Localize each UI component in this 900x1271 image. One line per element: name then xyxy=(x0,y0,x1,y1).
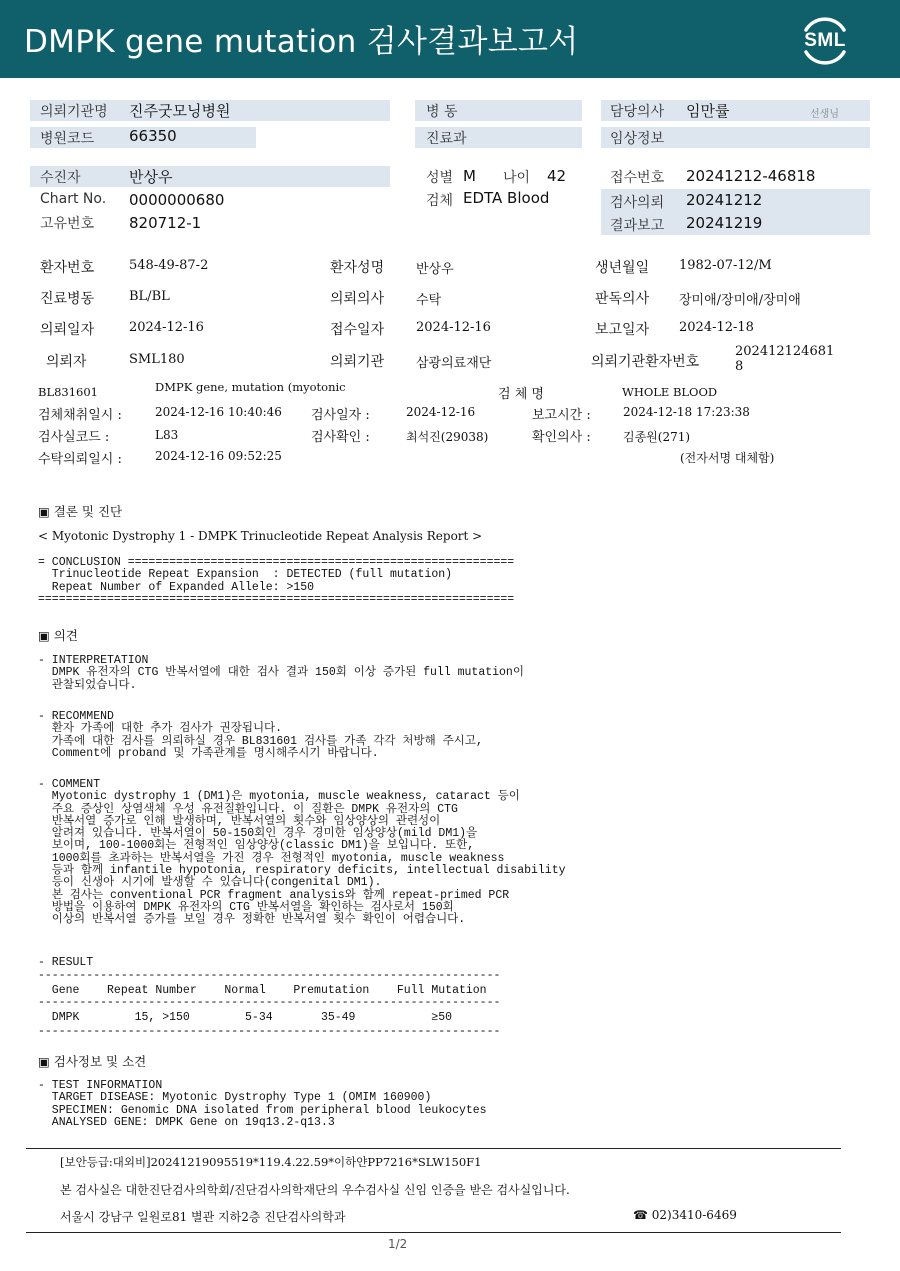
result-header-row: Gene Repeat Number Normal Premutation Full Mutation xyxy=(38,984,487,997)
inst-label: 의뢰기관명 xyxy=(40,104,108,120)
section-conclusion-title: ▣ 결론 및 진단 xyxy=(38,504,123,519)
grid-r4-v2: 삼광의료재단 xyxy=(416,356,492,371)
grid-r2-l1: 진료병동 xyxy=(40,291,95,307)
dept-label: 진료과 xyxy=(426,131,467,147)
collect-label: 검체채취일시 : xyxy=(38,408,122,423)
grid-r4-v3b: 8 xyxy=(735,359,744,374)
specimen-label: 검체 xyxy=(426,193,454,209)
request-label: 검사의뢰 xyxy=(610,195,665,211)
consign-label: 수탁의뢰일시 : xyxy=(38,452,122,467)
exam-date-label: 검사일자 : xyxy=(311,408,370,423)
grid-r2-v2: 수탁 xyxy=(416,293,442,308)
code-value: 66350 xyxy=(129,127,177,145)
report-subtitle: < Myotonic Dystrophy 1 - DMPK Trinucleotide Repeat Analysis Report > xyxy=(38,529,483,543)
chart-value: 0000000680 xyxy=(129,191,225,209)
comment-block: - COMMENT Myotonic dystrophy 1 (DM1)은 myotonia, muscle weakness, cataract 등이 주요 증상인 상염색체 우성 유전질환입니다. 이 질환은 DMPK 유전자의 CTG 반복서열 증가로 인해 발생하며, 반복서열의 횟수와 임상양상의 관련성이 알려져 있습니다. 반복서열이 50-150회인 경우 경미한 임상양상(mild DM1)을 보이며, 100-1000회는 전형적인 임상양상(classic DM1)을 보입니다. 또한, 1000회를 초과하는 반복서열을 가진 경우 전형적인 myotonia, muscle weakness 등과 함께 infantile hypotonia, respiratory deficits, intellectual disability 등이 신생아 시기에 발생할 수 있습니다(congenital DM1). 본 검사는 conventional PCR fragment analysis와 함께 repeat-primed PCR 방법을 이용하여 DMPK 유전자의 CTG 반복서열을 확인하는 검사로서 150회 이상의 반복서열 증가를 보일 경우 정확한 반복서열 횟수 확인이 어렵습니다. xyxy=(38,778,566,927)
grid-r3-l1: 의뢰일자 xyxy=(40,322,95,338)
esign-note: (전자서명 대체함) xyxy=(680,451,775,465)
grid-r2-v1: BL/BL xyxy=(129,289,170,304)
interpretation-block: - INTERPRETATION DMPK 유전자의 CTG 반복서열에 대한 검사 결과 150회 이상 증가된 full mutation이 관찰되었습니다. xyxy=(38,654,524,692)
doctor-suffix: 선생님 xyxy=(810,109,839,120)
check-doctor-value: 김종원(271) xyxy=(623,430,691,444)
recommend-block: - RECOMMEND 환자 가족에 대한 추가 검사가 권장됩니다. 가족에 대한 검사를 의뢰하실 경우 BL831601 검사를 가족 각각 처방해 주시고, Comment에 proband 및 가족관계를 명시해주시기 바랍니다. xyxy=(38,710,483,760)
confirm-value: 최석진(29038) xyxy=(406,430,489,444)
report-title: DMPK gene mutation 검사결과보고서 xyxy=(24,24,579,60)
receipt-label: 접수번호 xyxy=(610,170,665,186)
test-name: DMPK gene, mutation (myotonic xyxy=(155,380,346,394)
age-value: 42 xyxy=(547,167,567,185)
page-number: 1/2 xyxy=(388,1237,408,1251)
inst-value: 진주굿모닝병원 xyxy=(129,102,231,120)
exam-date-value: 2024-12-16 xyxy=(406,405,476,419)
grid-r3-l3: 보고일자 xyxy=(595,322,650,338)
grid-r4-l1: 의뢰자 xyxy=(46,354,87,370)
request-value: 20241212 xyxy=(686,191,763,209)
result-rule-mid: ------------------------------------------------------------------- xyxy=(38,996,501,1009)
section-testinfo-title: ▣ 검사정보 및 소견 xyxy=(38,1054,147,1069)
clinical-label: 임상정보 xyxy=(610,131,665,147)
ward-label: 병 동 xyxy=(426,104,458,120)
grid-r4-v3a: 202412124681 xyxy=(735,344,835,359)
code-label: 병원코드 xyxy=(40,131,95,147)
grid-r1-l1: 환자번호 xyxy=(40,260,95,276)
result-rule-bottom: ------------------------------------------------------------------- xyxy=(38,1025,501,1038)
grid-r1-l2: 환자성명 xyxy=(330,260,385,276)
certification-line: 본 검사실은 대한진단검사의학회/진단검사의학재단의 우수검사실 신임 인증을 받은 검사실입니다. xyxy=(60,1183,570,1197)
room-label: 검사실코드 : xyxy=(38,430,110,445)
patient-name-value: 반상우 xyxy=(129,168,173,186)
security-line: [보안등급:대외비]20241219095519*119.4.22.59*이하얀PP7216*SLW150F1 xyxy=(60,1155,482,1169)
specimen-value: EDTA Blood xyxy=(463,189,550,207)
phone-line: ☎ 02)3410-6469 xyxy=(633,1208,737,1222)
grid-r2-l3: 판독의사 xyxy=(595,291,650,307)
grid-r2-v3: 장미애/장미애/장미애 xyxy=(679,293,801,308)
report-time-value: 2024-12-18 17:23:38 xyxy=(623,405,750,419)
grid-r1-v2: 반상우 xyxy=(416,262,454,277)
report-date-value: 20241219 xyxy=(686,214,763,232)
footer-top-rule xyxy=(26,1148,841,1149)
test-code: BL831601 xyxy=(38,385,98,399)
section-opinion-title: ▣ 의견 xyxy=(38,628,78,643)
grid-r1-l3: 생년월일 xyxy=(595,260,650,276)
test-specimen-value: WHOLE BLOOD xyxy=(622,385,718,399)
chart-label: Chart No. xyxy=(40,191,107,207)
doctor-label: 담당의사 xyxy=(610,104,665,120)
grid-r4-l3: 의뢰기관환자번호 xyxy=(591,354,700,370)
room-value: L83 xyxy=(155,428,179,442)
grid-r2-l2: 의뢰의사 xyxy=(330,291,385,307)
address-line: 서울시 강남구 일원로81 별관 지하2층 진단검사의학과 xyxy=(60,1210,346,1224)
grid-r3-v1: 2024-12-16 xyxy=(129,320,204,335)
sex-value: M xyxy=(463,167,476,185)
patient-bar xyxy=(30,166,390,187)
report-header xyxy=(0,0,900,78)
sex-label: 성별 xyxy=(426,170,454,186)
confirm-label: 검사확인 : xyxy=(311,430,370,445)
sml-logo xyxy=(798,14,852,68)
doctor-value: 임만률 xyxy=(686,102,730,120)
consign-value: 2024-12-16 09:52:25 xyxy=(155,449,282,463)
check-doctor-label: 확인의사 : xyxy=(532,430,591,445)
result-label: - RESULT xyxy=(38,956,94,969)
grid-r4-l2: 의뢰기관 xyxy=(330,354,385,370)
grid-r3-l2: 접수일자 xyxy=(330,322,385,338)
result-rule-top: ------------------------------------------------------------------- xyxy=(38,969,501,982)
footer-bottom-rule xyxy=(26,1232,841,1233)
grid-r4-v1: SML180 xyxy=(129,352,185,367)
grid-r3-v3: 2024-12-18 xyxy=(679,320,754,335)
age-label: 나이 xyxy=(503,170,531,186)
report-time-label: 보고시간 : xyxy=(532,408,591,423)
conclusion-block: = CONCLUSION ======================================================== Trinucleotide Repeat Expansion : DETECTED (full mutation) Repeat Number of Expanded Allele: >150 ===================================================================== xyxy=(38,556,515,606)
grid-r1-v3: 1982-07-12/M xyxy=(679,258,772,273)
grid-r3-v2: 2024-12-16 xyxy=(416,320,491,335)
receipt-value: 20241212-46818 xyxy=(686,167,816,185)
report-date-label: 결과보고 xyxy=(610,218,665,234)
unique-id-value: 820712-1 xyxy=(129,214,202,232)
grid-r1-v1: 548-49-87-2 xyxy=(129,258,209,273)
logo-text: SML xyxy=(804,30,846,51)
patient-name-label: 수진자 xyxy=(40,170,81,186)
collect-value: 2024-12-16 10:40:46 xyxy=(155,405,282,419)
test-specimen-label: 검 체 명 xyxy=(498,387,544,402)
result-data-row: DMPK 15, >150 5-34 35-49 ≥50 xyxy=(38,1011,453,1024)
test-info-block: - TEST INFORMATION TARGET DISEASE: Myotonic Dystrophy Type 1 (OMIM 160900) SPECIMEN: Genomic DNA isolated from peripheral blood leukocytes ANALYSED GENE: DMPK Gene on 19q13.2-q13.3 xyxy=(38,1079,487,1129)
unique-id-label: 고유번호 xyxy=(40,216,95,232)
